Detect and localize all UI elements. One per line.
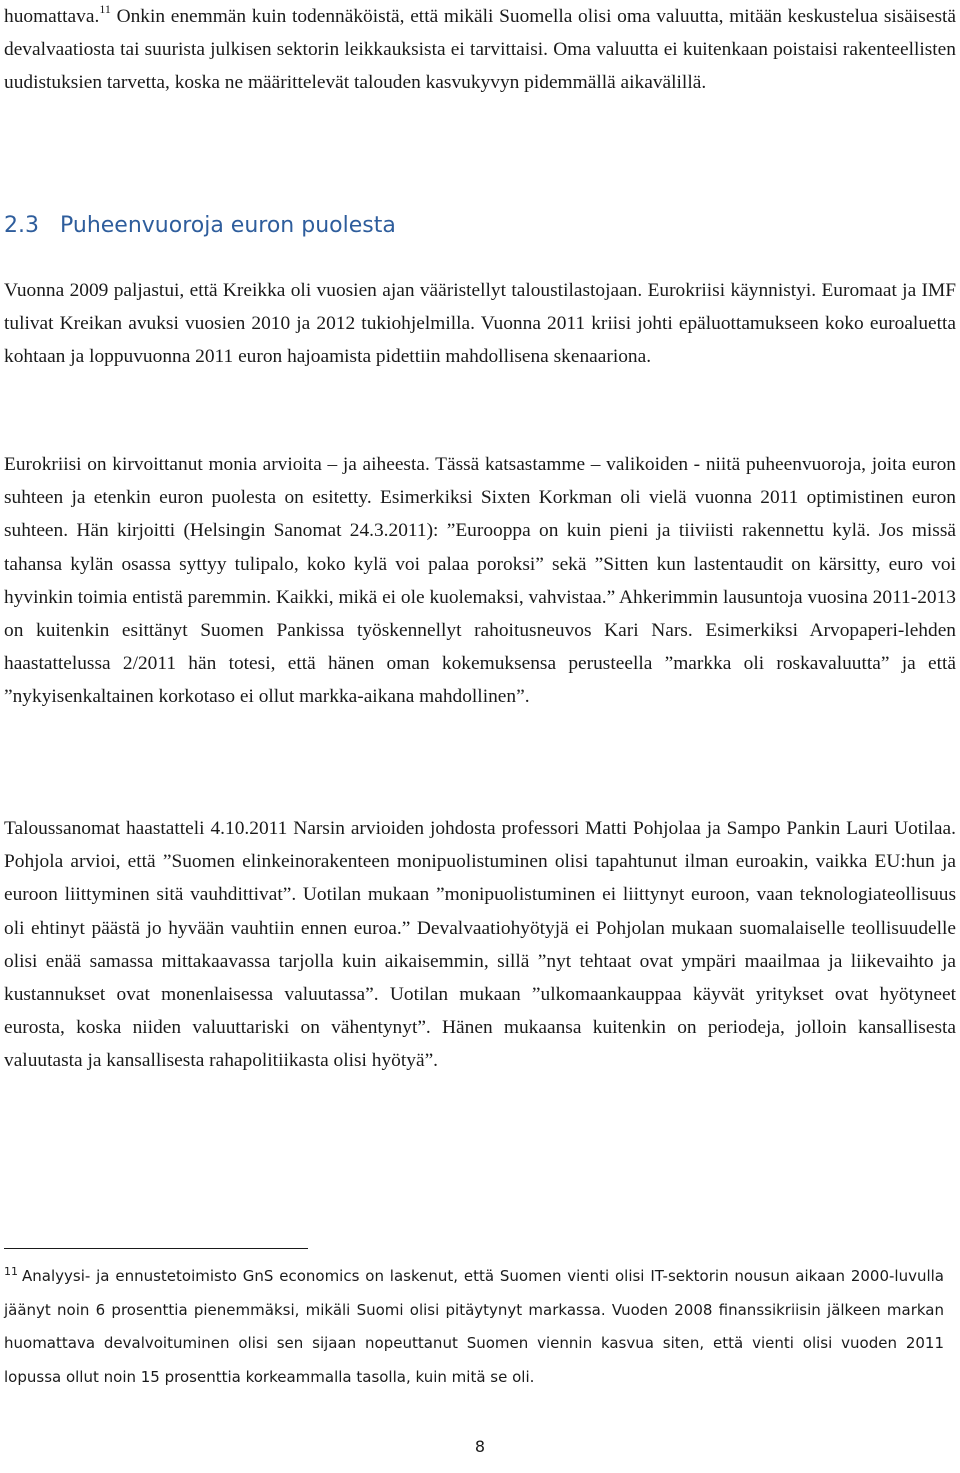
paragraph-taloussanomat: Taloussanomat haastatteli 4.10.2011 Narsin arvioiden johdosta professori Matti Pohjolaa ja Sampo Pankin Lauri Uotilaa. Pohjola arvioi, että ”Suomen elinkeinorakenteen monipuolistuminen olisi tapahtunut ilman euroakin, vaikka EU:hun ja euroon liittyminen sitä vauhdittivat”. Uotilan mukaan ”monipuolistuminen ei liittynyt euroon, vaan teknologiateollisuus oli ehtinyt päästä jo hyvään vauhtiin ennen euroa.” Devalvaatiohyötyjä ei Pohjolan mukaan suomalaiselle teollisuudelle olisi enää samassa mittakaavassa tarjolla kuin aikaisemmin, sillä ”nyt tehtaat ovat ympäri maailmaa ja liikevaihto ja kustannukset ovat monenlaisessa valuutassa”. Uotilan mukaan ”ulkomaankauppaa käyvät yritykset ovat hyötyneet eurosta, koska niiden valuuttariski on vähentynyt”. Hänen mukaansa kuitenkin on periodeja, jolloin kansallisesta valuutasta ja kansallisesta rahapolitiikasta olisi hyötyä”. — [4, 818, 956, 1072]
section-heading — [4, 208, 396, 244]
section-title: Puheenvuoroja euron puolesta — [60, 213, 396, 238]
footnote-number: 11 — [4, 1265, 18, 1278]
footnote-text: Analyysi- ja ennustetoimisto GnS economics on laskenut, että Suomen vienti olisi IT-sektorin nousun aikaan 2000-luvulla jäänyt noin 6 prosenttia pienemmäksi, mikäli Suomi olisi pitäytynyt markassa. Vuoden 2008 finanssikriisin jälkeen markan huomattava devalvoituminen olisi sen sijaan nopeuttanut Suomen viennin kasvua siten, että vienti olisi vuoden 2011 lopussa ollut noin 15 prosenttia korkeammalla tasolla, kuin mitä se oli. — [4, 1267, 944, 1386]
paragraph-intro — [4, 0, 956, 100]
paragraph-intro-lead: huomattava. — [4, 6, 100, 27]
section-number: 2.3 — [4, 213, 39, 238]
paragraph-puheenvuorot: Eurokriisi on kirvoittanut monia arvioita – ja aiheesta. Tässä katsastamme – valikoiden - niitä puheenvuoroja, joita euron suhteen ja etenkin euron puolesta on esitetty. Esimerkiksi Sixten Korkman oli vielä vuonna 2011 optimistinen euron suhteen. Hän kirjoitti (Helsingin Sanomat 24.3.2011): ”Eurooppa on kuin pieni ja tiiviisti rakennettu kylä. Jos missä tahansa kylän osassa syttyy tulipalo, koko kylä voi palaa poroksi” sekä ”Sitten kun lastentaudit on kärsitty, euro voi hyvinkin toimia entistä paremmin. Kaikki, mikä ei ole kuolemaksi, vahvistaa.” Ahkerimmin lausuntoja vuosina 2011-2013 on kuitenkin esittänyt Suomen Pankissa työskennellyt rahoitusneuvos Kari Nars. Esimerkiksi Arvopaperi-lehden haastattelussa 2/2011 hän totesi, että hänen oman kokemuksensa perusteella ”markka oli roskavaluutta” ja että ”nykyisenkaltainen korkotaso ei ollut markka-aikana mahdollinen”. — [4, 454, 956, 708]
page-number: 8 — [474, 1437, 486, 1456]
footnote — [4, 1260, 944, 1394]
paragraph-eurokriisi-start: Vuonna 2009 paljastui, että Kreikka oli vuosien ajan vääristellyt taloustilastojaan. Eurokriisi käynnistyi. Euromaat ja IMF tulivat Kreikan avuksi vuosien 2010 ja 2012 tukiohjelmilla. Vuonna 2011 kriisi johti epäluottamukseen koko euroaluetta kohtaan ja loppuvuonna 2011 euron hajoamista pidettiin mahdollisena skenaariona. — [4, 280, 956, 368]
footnote-reference[interactable]: 11 — [99, 2, 111, 16]
paragraph-intro-text: Onkin enemmän kuin todennäköistä, että mikäli Suomella olisi oma valuutta, mitään keskustelua sisäisestä devalvaatiosta tai suurista julkisen sektorin leikkauksista ei tarvittaisi. Oma valuutta ei kuitenkaan poistaisi rakenteellisten uudistuksien tarvetta, koska ne määrittelevät talouden kasvukyvyn pidemmällä aikavälillä. — [4, 6, 956, 94]
footnote-separator — [4, 1248, 308, 1249]
